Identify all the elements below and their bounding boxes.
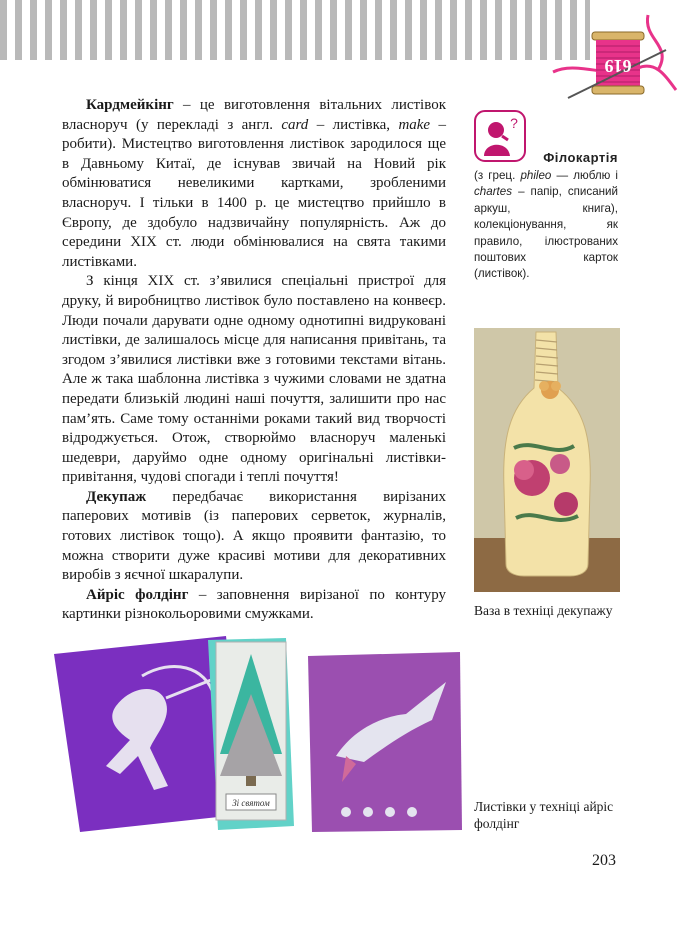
main-text bbox=[62, 96, 446, 625]
cards-caption: Листівки у техніці айріс фолдінг bbox=[474, 799, 614, 831]
term-decoupage: Декупаж bbox=[86, 488, 147, 505]
vase-photo bbox=[474, 328, 620, 592]
thread-spool-icon bbox=[548, 10, 678, 105]
paragraph-history: З кінця ХІХ ст. з’явилися спеціальні пристрої для друку, й виробництво листівок було поставлено на конвеєр. Люди почали дарувати одне одному однотипні видруковані листівки, де залишалось місце для написання привітань, та згодом з’явилися листівки вже з готовими текстами вітань. Але ж така шаблонна листівка з чужими словами не здатна передати близькій людині наші почуття, залишити про нас пам’ять. Саме тому останніми роками такий вид творчості відроджується. Отож, створюймо власноруч маленькі шедеври, даруймо одне одному оригінальні листівки-привітання, чудові спогади і теплі почуття! bbox=[62, 273, 446, 486]
page-number: 203 bbox=[592, 852, 616, 869]
term-iris-folding: Айріс фолдінг bbox=[86, 586, 189, 603]
term-cardmaking: Кардмейкінг bbox=[86, 97, 174, 113]
header-stripes bbox=[0, 0, 590, 60]
svg-text:?: ? bbox=[510, 115, 518, 131]
sidebar-definition: (з грец. phileo — люблю і chartes – папір, списаний аркуш, книга), колекціонування, як правило, ілюстрованих поштових карток (листівок). bbox=[474, 169, 619, 281]
paragraph-iris-folding: Айріс фолдінг – заповнення вирізаної по контуру картинки різнокольоровими смужками. bbox=[62, 586, 446, 623]
iris-folding-cards-photo bbox=[46, 636, 466, 832]
paragraph-cardmaking: Кардмейкінг – це виготовлення вітальних листівок власноруч (у перекладі з англ. card – листівка, make – робити). Мистецтво виготовлення листівок зародилося ще в Давньому Китаї, де існував звичай на Новий рік обмінюватися невеликими картками, зробленими власноруч. І тільки в 1400 р. це мистецтво прийшло в Європу, де здобуло надзвичайну популярність. Аж до середини ХІХ ст. люди обмінювалися на свята такими листівками. bbox=[62, 97, 446, 270]
sidebar-term: Філокартія bbox=[543, 150, 618, 165]
paragraph-decoupage: Декупаж передбачає використання вирізаних паперових мотивів (із паперових серветок, журналів, готових листівок тощо). А якщо проявити фантазію, то можна створити дуже красиві мотиви для декоративних виробів з яєчної шкаралупи. bbox=[62, 488, 446, 584]
card-greeting: Зі святом bbox=[232, 798, 270, 808]
vase-caption: Ваза в техніці декупажу bbox=[474, 603, 613, 618]
badge-number: 619 bbox=[604, 56, 632, 76]
